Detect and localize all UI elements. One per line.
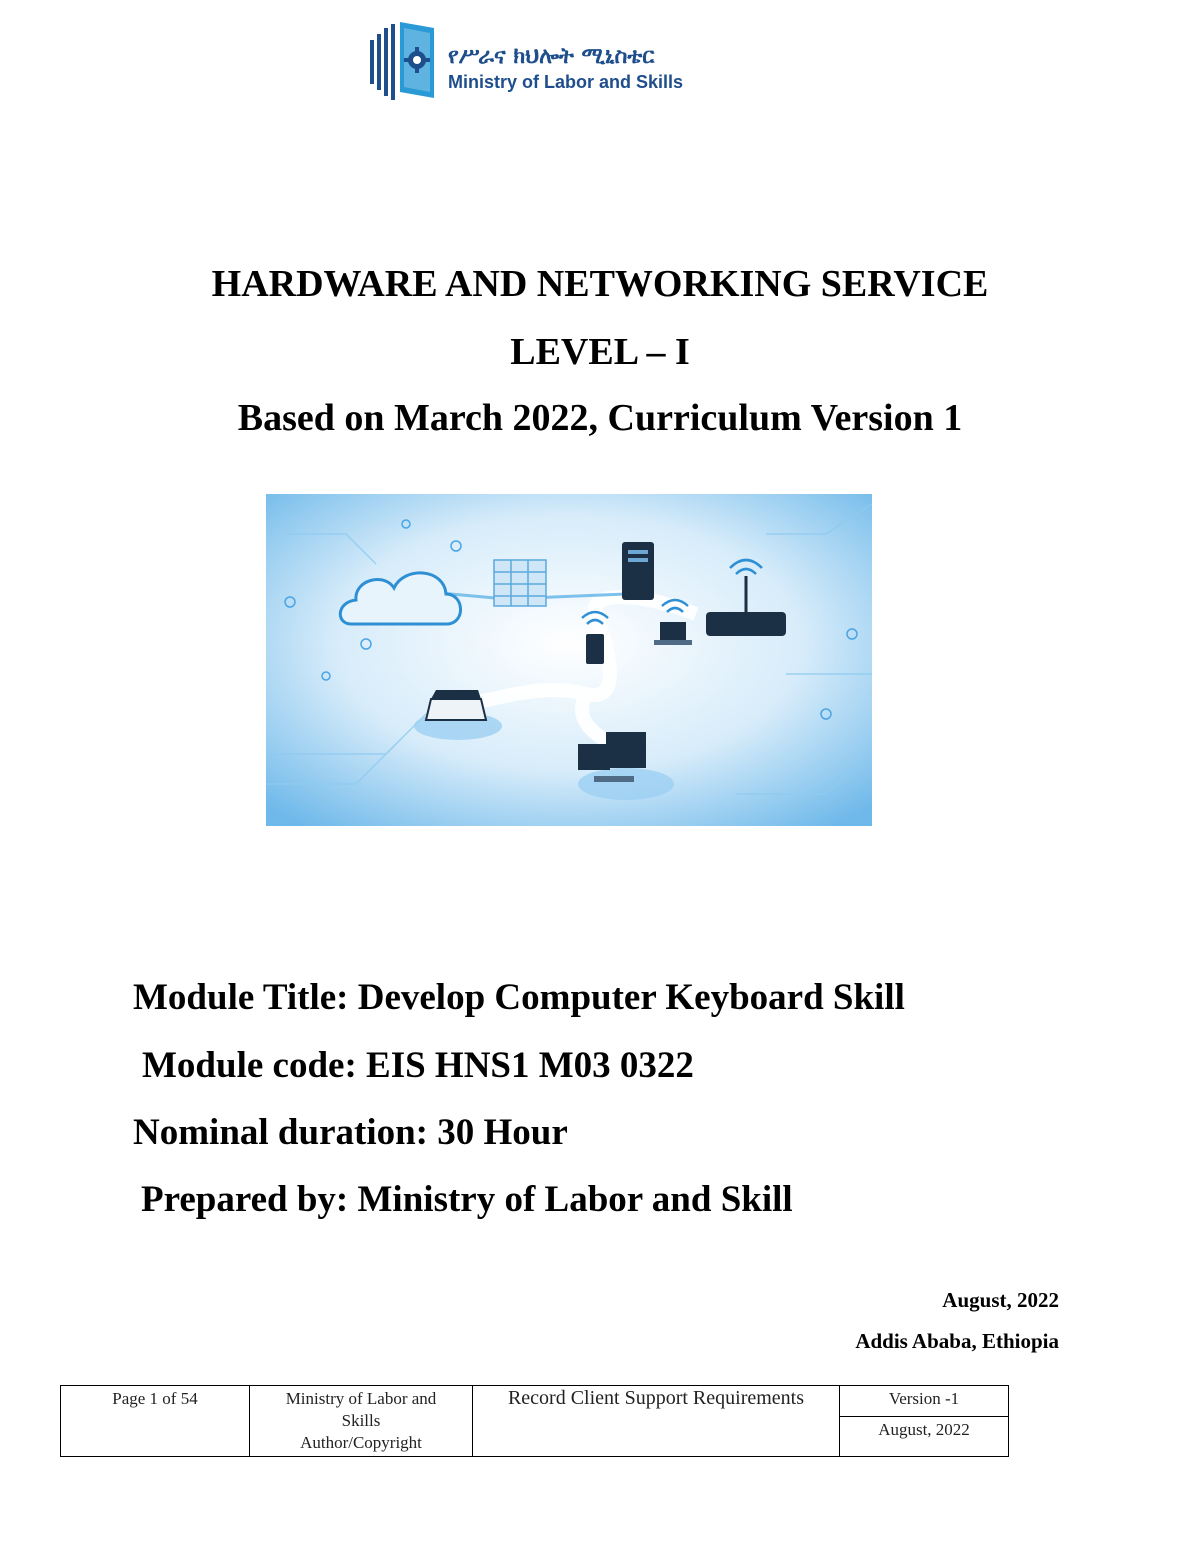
network-illustration	[266, 494, 872, 826]
publication-date: August, 2022	[942, 1288, 1059, 1312]
footer-author	[250, 1386, 473, 1457]
level-heading: LEVEL – I	[510, 331, 690, 373]
logo-english-text: Ministry of Labor and Skills	[448, 72, 684, 92]
module-title: Module Title: Develop Computer Keyboard Skill	[133, 977, 905, 1018]
document-title: HARDWARE AND NETWORKING SERVICE	[211, 263, 989, 305]
curriculum-heading: Based on March 2022, Curriculum Version 1	[237, 397, 963, 439]
nominal-duration: Nominal duration: 30 Hour	[133, 1112, 568, 1153]
prepared-by: Prepared by: Ministry of Labor and Skill	[141, 1179, 793, 1220]
ministry-logo	[368, 18, 684, 104]
page-footer-table	[60, 1385, 1009, 1457]
module-code: Module code: EIS HNS1 M03 0322	[142, 1045, 694, 1086]
footer-author-line1: Ministry of Labor and	[285, 1389, 437, 1408]
footer-version: Version -1	[840, 1386, 1009, 1417]
footer-date: August, 2022	[840, 1417, 1009, 1457]
logo-amharic-text: የሥራና ክህሎት ሚኒስቴር	[448, 44, 655, 69]
footer-page-number: Page 1 of 54	[61, 1386, 250, 1457]
footer-author-line3: Author/Copyright	[300, 1433, 422, 1452]
publication-place: Addis Ababa, Ethiopia	[855, 1329, 1059, 1353]
footer-author-line2: Skills	[341, 1411, 381, 1430]
footer-document-title: Record Client Support Requirements	[473, 1386, 840, 1457]
gear-book-icon	[368, 18, 446, 104]
